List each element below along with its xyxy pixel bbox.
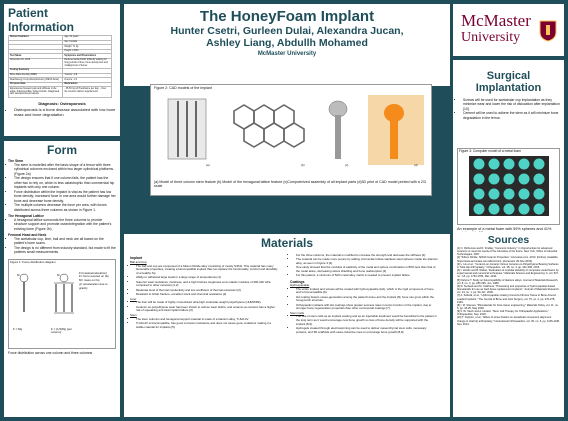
- table-cell: Symptoms and Observations: [63, 54, 112, 59]
- diagnosis-title: Diagnosis: Osteoporosis: [38, 100, 86, 106]
- table-cell: Testing Summary: [9, 69, 63, 74]
- materials-right-column: [290, 254, 438, 335]
- note-line: F=mass(acceleration): [79, 270, 107, 275]
- figure-3-description: An example of a metal foam with 59% spheres and 41%: [457, 226, 552, 231]
- patient-table: [8, 35, 112, 98]
- hydroxyapatite-list: [290, 288, 438, 311]
- hydroxyapatite-subheading: Hydroxyapatite: [290, 283, 310, 287]
- note-line: g= acceleration due to gravity: [79, 281, 108, 290]
- crest-icon: [539, 20, 557, 42]
- foam-sphere: [519, 188, 530, 199]
- lattice-subheading: The Hexagonal Lattice: [8, 214, 44, 219]
- list-item: • Ti-6Al-4V is biocompatible, has good corrosion resistance and does not cause gene mutations making it a stable material for implants [5].: [136, 322, 278, 329]
- foam-sphere: [474, 173, 485, 184]
- university-name: McMaster University: [257, 51, 317, 57]
- figure-2-label-d: (d): [414, 163, 418, 167]
- table-cell: Weight: 71 kg: [63, 45, 112, 50]
- foam-sphere: [519, 158, 530, 169]
- sources-heading: Sources: [487, 234, 530, 246]
- patient-information-panel: [4, 4, 120, 136]
- table-cell: Bone Mass Density (BMD): [9, 73, 63, 78]
- stem-material-list: [130, 318, 278, 330]
- figure-1-footer: Force distribution across one column and three columns: [8, 350, 93, 355]
- diagnosis-list: [8, 107, 116, 117]
- coatings-subheading: Coatings: [290, 280, 305, 284]
- foam-sphere: [519, 173, 530, 184]
- foam-sphere: [534, 173, 545, 184]
- head-subheading: Femoral Head and Neck: [8, 232, 47, 237]
- list-item: • The stem is modelled after the basic shape of a femur with three cylindrical columns enclosed within two larger cylindrical platforms. (Figure 2a): [14, 163, 116, 176]
- table-cell: Test Name: [9, 54, 63, 59]
- column-material-list: [290, 254, 438, 278]
- list-item: • The use of stem cells as an implant coating and as an injectable treatment would be beneficial to the patient in the long term as it would encourage new bone growth so loss of bone density will be supported with the implant [8,9].: [296, 315, 438, 326]
- note-line: M= mass on hip: [79, 278, 100, 283]
- figure-1: [8, 259, 116, 349]
- mass-label-b: M: [57, 272, 60, 277]
- equation-triple: F = (1/3)Mg (per column): [51, 326, 72, 335]
- foam-sphere: [504, 173, 515, 184]
- foam-sphere: [534, 203, 545, 214]
- ball-cup-list: [130, 265, 278, 297]
- logo-name: McMaster: [461, 11, 531, 30]
- source-item: [3] L. Hu et al., "Ceramic-on-Ceramic Versus Ceramic-on-Polyethylene Bearing Surfaces in Total Hip Arthroplasty," Orthopedics, vol. 38, no. 4, pp. 331-338, 2015.: [457, 262, 559, 269]
- liner-list: [130, 301, 278, 313]
- liner-subheading: Liner: [130, 296, 137, 301]
- list-item: • HA coating fosters osseo-generation among the patient's bone and the implant [6]; bone can grow within the honeycomb structure.: [296, 296, 438, 303]
- list-item: • The liner will be made of highly cross-linked ultra-high-molecular-weight polyethylene (UHMWPE).: [136, 301, 278, 305]
- table-cell: November 16, 2019: [9, 58, 63, 68]
- cad-models-graphic: [154, 91, 430, 171]
- list-item: • Moderate level of thermal conductivity and low coefficient of thermal expansion [2]: [136, 289, 278, 293]
- list-item: • The entire implant and screws will be coated with hydroxyapatite (HA), which is the rigid component of bone and is biocompatible [6].: [296, 288, 438, 295]
- list-item: • The stem columns and hexagonal support material is made of a titanium alloy, Ti-6Al-4V: [136, 318, 278, 322]
- list-item: • For the three columns, the material is modified to increase the strength and decrease the stiffness [4]:: [296, 254, 438, 258]
- logo-sub: University: [461, 30, 521, 45]
- list-item: • Cement will be used to adhere the stem as it will minimize bone degradation in the femur.: [463, 111, 560, 120]
- list-item: • The material can be made more porous by adding microscale hollow stainless steel spheres inside the titanium alloy, as seen in Figure 3 [4].: [296, 258, 438, 265]
- table-row: [9, 58, 112, 68]
- list-item: • Superior wear resistance, hardness, and a high fracture toughness at an elastic modulus of 300-320 GPa compared to other ceramics [1,2]: [136, 281, 278, 288]
- stem-subheading: The Stem: [8, 159, 24, 163]
- materials-panel: [124, 234, 450, 417]
- ball-cup-subheading: Ball and Cup: [130, 260, 147, 264]
- table-cell: Medications: [63, 82, 112, 87]
- figure-2-caption: Figure 2: CAD models of the implant: [154, 86, 212, 90]
- table-cell: Previous Data: [9, 82, 63, 87]
- table-cell: T-score: -2.8: [63, 73, 112, 78]
- stem-cells-subheading: Stem Cells: [290, 310, 304, 315]
- list-item: • The design ensures that if one column fails, the patient has the other two to rely on, which is less catastrophic than commercial hip implants with only one column.: [14, 176, 116, 189]
- title-banner: [124, 4, 450, 86]
- authors-line-1: Hunter Csetri, Gurleen Dulai, Alexandra Jucan,: [170, 25, 404, 37]
- list-item: • The acetabular cup, liner, ball and neck are all based on the patient's bone scans.: [14, 237, 116, 246]
- materials-left-column: [130, 254, 278, 330]
- source-item: [5] Kishore T. Study on biocompatibility of titanium alloys. Journal of Materials Research, vol. 8, no. 3, pp. 283-295, Jun. 1989.: [457, 278, 559, 285]
- figure-2-label-c: (c): [345, 163, 349, 167]
- list-item: • The ball and cup are composed of a Silicon Nitride alloy consisting of mostly Si3N4. This material has many favourable properties, creating a biocompatible implant that can replace the functionality, comfort and durability of a healthy hip: [136, 265, 278, 276]
- table-cell: - 35-50 mg of Prednisone per day; - Over the counter calcium supplements: [63, 87, 112, 97]
- list-item: • The design is no different from industry standard, but made to fit the patients small measurements.: [14, 246, 116, 255]
- list-item: • Force distribution within the implant is vital as the patient has low bone density; increased force in one area would further damage her bone and decrease bone density.: [14, 190, 116, 203]
- source-item: [6] R. Surbeck and M. Yaskhova, "Processing and properties of hydroxyapatite-based biomaterials for use as hard tissue replacement implants," Journal of Materials Research, vol. 13, no. 1, pp. 94-117, 2009.: [457, 284, 560, 295]
- source-item: [10] T. Fujimiro, et al., "Effect of screw fixation on acetabular component alignment change in total hip arthroplasty," International Orthopaedics, vol. 36, no. 6, pp. 1135-1138, Nov. 2014.: [457, 316, 560, 326]
- figure-2-label-b: (b): [301, 163, 305, 167]
- foam-sphere: [489, 188, 500, 199]
- figure-2-description: (a) Model of three column stem feature (b) Model of the hexagonal lattice feature (c)Computerized assembly of all implant parts (d)3D print of CAD model printed with a 2/3 scale: [154, 179, 426, 189]
- figure-2-label-a: (a): [206, 163, 210, 167]
- list-item: • One study showed that the modulus of elasticity of the metal and sphere combination is 80% less than that of the metal alone, decreasing stress shielding and bone reabsorption [4]: [296, 266, 438, 273]
- surgical-list: [457, 98, 560, 120]
- table-cell: Z-score: -2.1: [63, 78, 112, 83]
- table-cell: Dual Energy X-ray Absorptiometry (DEXA Scan): [9, 78, 63, 83]
- table-cell: Age: 62 years: [63, 36, 112, 41]
- table-cell: Sex: Female: [63, 40, 112, 45]
- list-item: • Orthopaedic implants with HA coatings show greater success rates in terms function of the implant, due to stronger bone regeneration properties than other commercial coatings [7].: [296, 304, 438, 311]
- authors-line-2: Ashley Liang, Abdullh Mohamed: [206, 37, 368, 49]
- mcmaster-logo: [453, 4, 564, 56]
- table-row: [9, 87, 112, 97]
- list-item: • Hydrogels created through electrospinning can be used to deliver mesenchymal stem cells, necessary proteins, and 3D scaffolds with osteo-inductive cues to encourage bone growth [8,9].: [296, 327, 438, 334]
- source-item: [1] O. Richerson and R. Findlay, "Ceramics Industry," in Opportunities for advanced ceramics to meet the needs of the industries of the future. New York, Office of Industrial Technologies, 2007.: [457, 247, 558, 257]
- foam-sphere: [474, 158, 485, 169]
- lattice-list: [8, 218, 116, 231]
- source-item: [8] I. M. Steeves, "Biomaterials for bone tissue engineering," Materials Today, vol. 11, no. 5, pp. 18-25, May 2008.: [457, 303, 559, 310]
- metal-foam-graphic: [459, 154, 559, 218]
- figure-3: [457, 148, 560, 225]
- form-heading: Form: [47, 143, 77, 157]
- foam-sphere: [534, 158, 545, 169]
- mass-label-a: M: [17, 272, 20, 277]
- patient-information-heading: Patient Information: [8, 6, 74, 34]
- source-item: [9] F. W. Stech and A. Henkel, "Stem Cell Therapy for Orthopaedic Applications," Orthopaedics, Sep. 2018.: [457, 310, 550, 317]
- table-cell: Experiences frequent pain and stiffness in the ankle. Fractured tibia, limited motion. Diagnosed with osteoporosis previously.: [9, 87, 63, 97]
- poster-title: The HoneyFoam Implant: [199, 8, 375, 25]
- foam-sphere: [504, 158, 515, 169]
- foam-sphere: [489, 158, 500, 169]
- table-cell: Height: 1.65m: [63, 49, 112, 54]
- list-item: • For this patient, a minimum of 52% metal alloy matrix is needed to prevent implant failure: [296, 274, 438, 278]
- list-item: • A hexagonal lattice surrounds the three columns to provide structure support and promote osseointegration with the patient's existing bone (Figure 2b).: [14, 218, 116, 231]
- foam-sphere: [489, 203, 500, 214]
- table-cell: Reduced ankle ROM, difficulty walking for long periods of time, bone density loss and misalignment of bones: [63, 58, 112, 68]
- list-item: • Ceramic-on-polyethylene wear has been shown to reduce wear debris, and ceramic-on-ceramic has a higher risk of squeaking and total implant failure [3].: [136, 306, 278, 313]
- diagnosis-bullet: • Osteoporosis is a bone disease associated with low bone mass and bone degradation: [14, 107, 116, 117]
- head-list: [8, 237, 116, 255]
- logo-text: [461, 12, 531, 45]
- source-item: [2] "Silicon Nitride, Si3N4 Ceramic Properties," Accuratus.com, 2013. [Online]. Available: https://www.accuratus.com/silicnit.html. [Accessed: 29-Nov-2019].: [457, 256, 559, 263]
- list-item: • Ability to withstand large loads in a large range of temperatures [1]: [136, 276, 278, 280]
- surgical-heading-2: Implantation: [475, 82, 542, 94]
- list-item: • Screws will be used for acetabular cup implantation as they minimize wear and lower the risk of dislocation after implantation [10].: [463, 98, 560, 111]
- figure-2: [150, 84, 432, 196]
- foam-sphere: [534, 188, 545, 199]
- foam-sphere: [474, 203, 485, 214]
- table-cell: Divine Chambers: [9, 36, 63, 41]
- stem-cells-list: [290, 315, 438, 334]
- stem-material-subheading: Stem: [130, 313, 137, 318]
- materials-heading: Materials: [260, 236, 314, 250]
- figure-1-caption: Figure 1: Force distribution diagram: [10, 259, 56, 264]
- foam-sphere: [474, 188, 485, 199]
- surgical-heading-1: Surgical: [486, 70, 531, 82]
- list-item: • The multiple columns decrease the force per area, with forces distributed across three columns as shown in Figure 1.: [14, 203, 116, 212]
- figure-1-notes: [79, 272, 113, 291]
- stem-list: [8, 163, 116, 212]
- figure-3-caption: Figure 3: Computer model of a metal foam: [459, 149, 521, 154]
- foam-sphere: [519, 203, 530, 214]
- implant-subheading: Implant: [130, 256, 143, 260]
- equation-single: F = Mg: [13, 326, 23, 331]
- source-item: [4] I. Verelis and B. Rabiei, "Evaluation of modular elasticity of composite metal foams by experimental and numerical techniques," Materials Science and Engineering: A, vol. 527, no. 7-8, pp. 1764-1780, Mar. 2010.: [457, 269, 559, 279]
- sources-list: [457, 247, 560, 326]
- source-item: [7] A. Sobelik, et al., "Hydroxyapatite Coating Converts Fibrous Tissue to Bone Around Loaded Implants," The Journal of Bone and Joint Surgery, vol. 75, no. 2, pp. 270-278, 1993.: [457, 294, 556, 304]
- note-line: F= force exerted on hip: [79, 274, 109, 279]
- form-panel: [4, 141, 120, 417]
- sources-panel: [453, 232, 564, 417]
- list-item: • Resistant to brittle fracture, excellent stock and chemical resistance [2]: [136, 293, 278, 297]
- foam-sphere: [504, 188, 515, 199]
- foam-sphere: [489, 173, 500, 184]
- foam-sphere: [504, 203, 515, 214]
